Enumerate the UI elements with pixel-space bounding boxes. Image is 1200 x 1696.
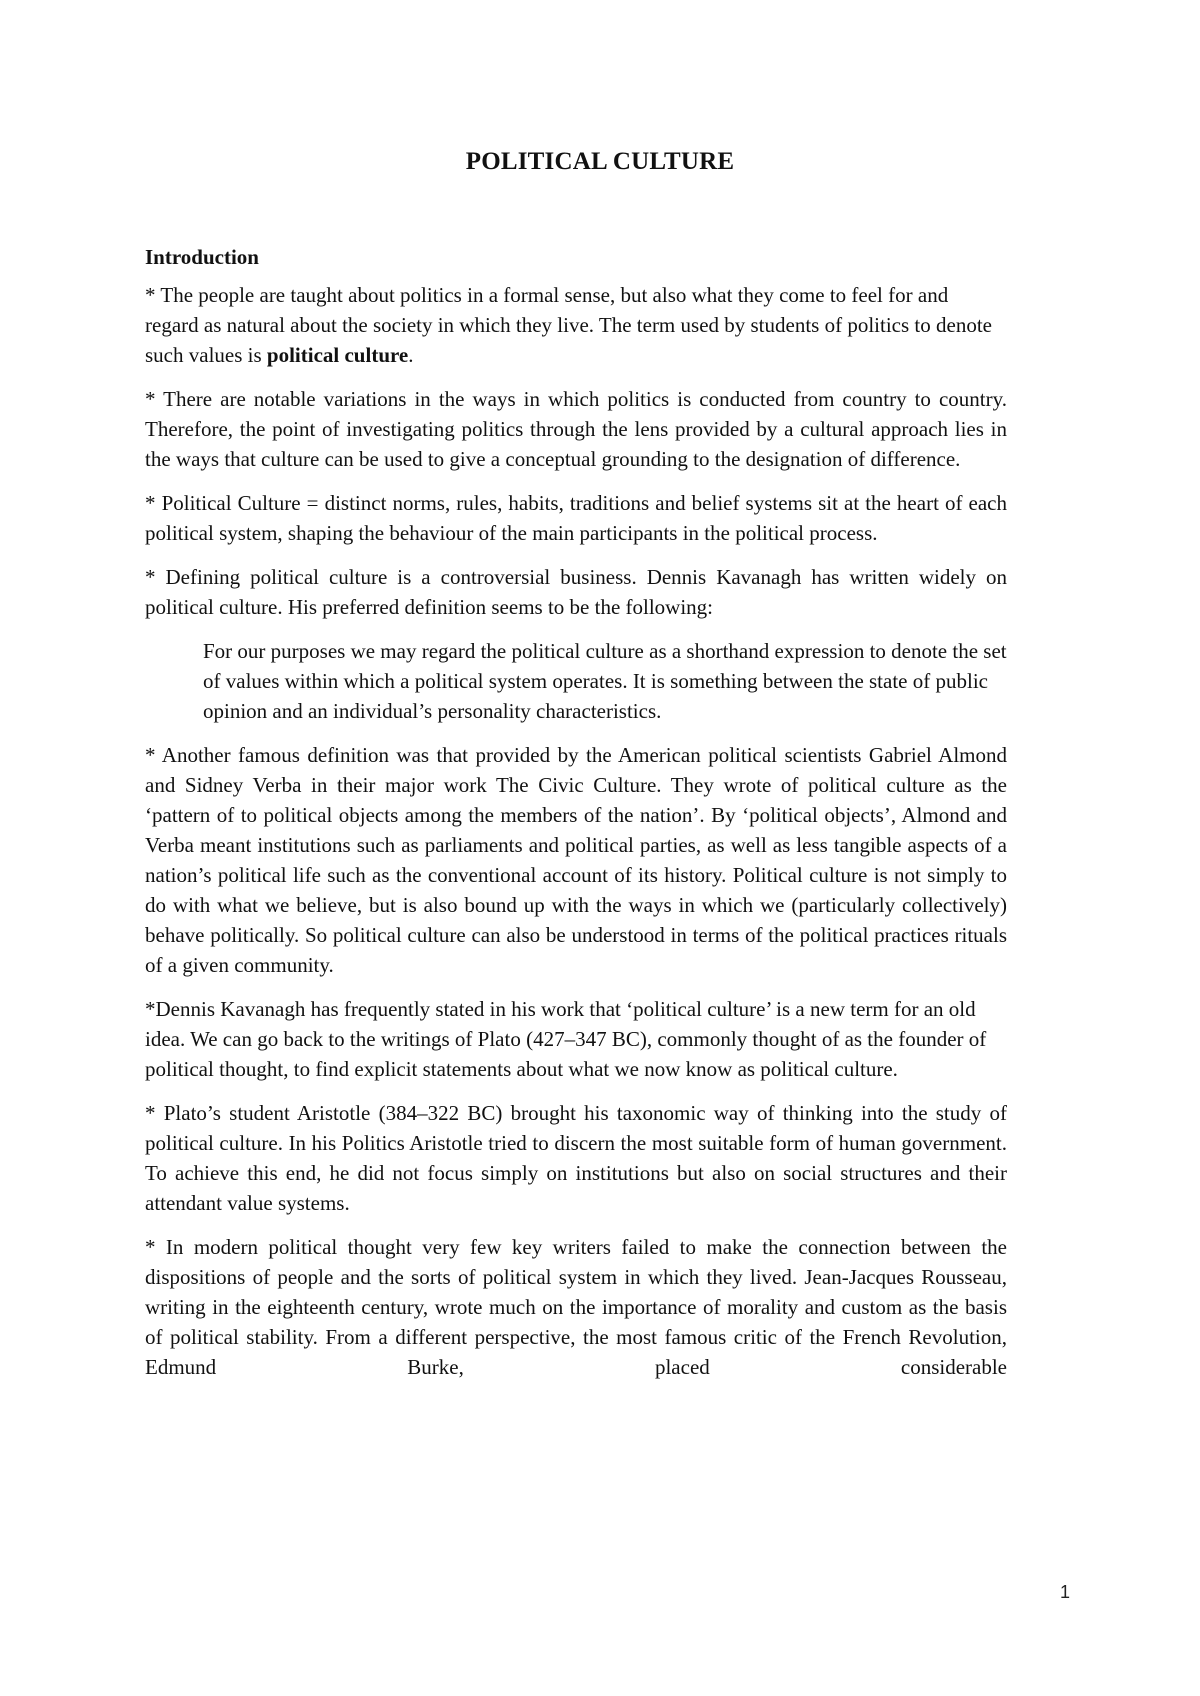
paragraph-1-bold-term: political culture [266,343,409,367]
paragraph-3: * Political Culture = distinct norms, rules, habits, traditions and belief systems sit at the heart of each political system, shaping the behaviour of the main participants in the political process. [145,491,1007,545]
paragraph-2: * There are notable variations in the ways in which politics is conducted from country to country. Therefore, the point of investigating politics through the lens provided by a cultural approach lies in the ways that culture can be used to give a conceptual grounding to the designation of difference. [145,387,1007,471]
section-heading: Introduction [145,245,259,269]
document-body [145,242,1007,1396]
block-quote: For our purposes we may regard the political culture as a shorthand expression to denote the set of values within which a political system operates. It is something between the state of public opinion and an individual’s personality characteristics. [203,639,1007,723]
paragraph-5: * Another famous definition was that provided by the American political scientists Gabriel Almond and Sidney Verba in their major work The Civic Culture. They wrote of political culture as the ‘pattern of to political objects among the members of the nation’. By ‘political objects’, Almond and Verba meant institutions such as parliaments and political parties, as well as less tangible aspects of a nation’s political life such as the conventional account of its history. Political culture is not simply to do with what we believe, but is also bound up with the ways in which we (particularly collectively) behave politically. So political culture can also be understood in terms of the political practices rituals of a given community. [145,743,1007,977]
paragraph-1 [145,280,1007,370]
paragraph-6: *Dennis Kavanagh has frequently stated in his work that ‘political culture’ is a new term for an old idea. We can go back to the writings of Plato (427–347 BC), commonly thought of as the founder of political thought, to find explicit statements about what we now know as political culture. [145,997,987,1081]
paragraph-7: * Plato’s student Aristotle (384–322 BC) brought his taxonomic way of thinking into the study of political culture. In his Politics Aristotle tried to discern the most suitable form of human government. To achieve this end, he did not focus simply on institutions but also on social structures and their attendant value systems. [145,1101,1007,1215]
paragraph-8: * In modern political thought very few key writers failed to make the connection between the dispositions of people and the sorts of political system in which they lived. Jean-Jacques Rousseau, writing in the eighteenth century, wrote much on the importance of morality and custom as the basis of political stability. From a different perspective, the most famous critic of the French Revolution, Edmund Burke, placed considerable [145,1235,1007,1379]
document-title: POLITICAL CULTURE [465,148,735,175]
paragraph-4: * Defining political culture is a controversial business. Dennis Kavanagh has written widely on political culture. His preferred definition seems to be the following: [145,565,1007,619]
paragraph-1-text: * The people are taught about politics in a formal sense, but also what they come to feel for and regard as natural about the society in which they live. The term used by students of politics to denote such values is [145,283,992,367]
page-number: 1 [1059,1582,1070,1602]
paragraph-1-end: . [408,343,414,367]
